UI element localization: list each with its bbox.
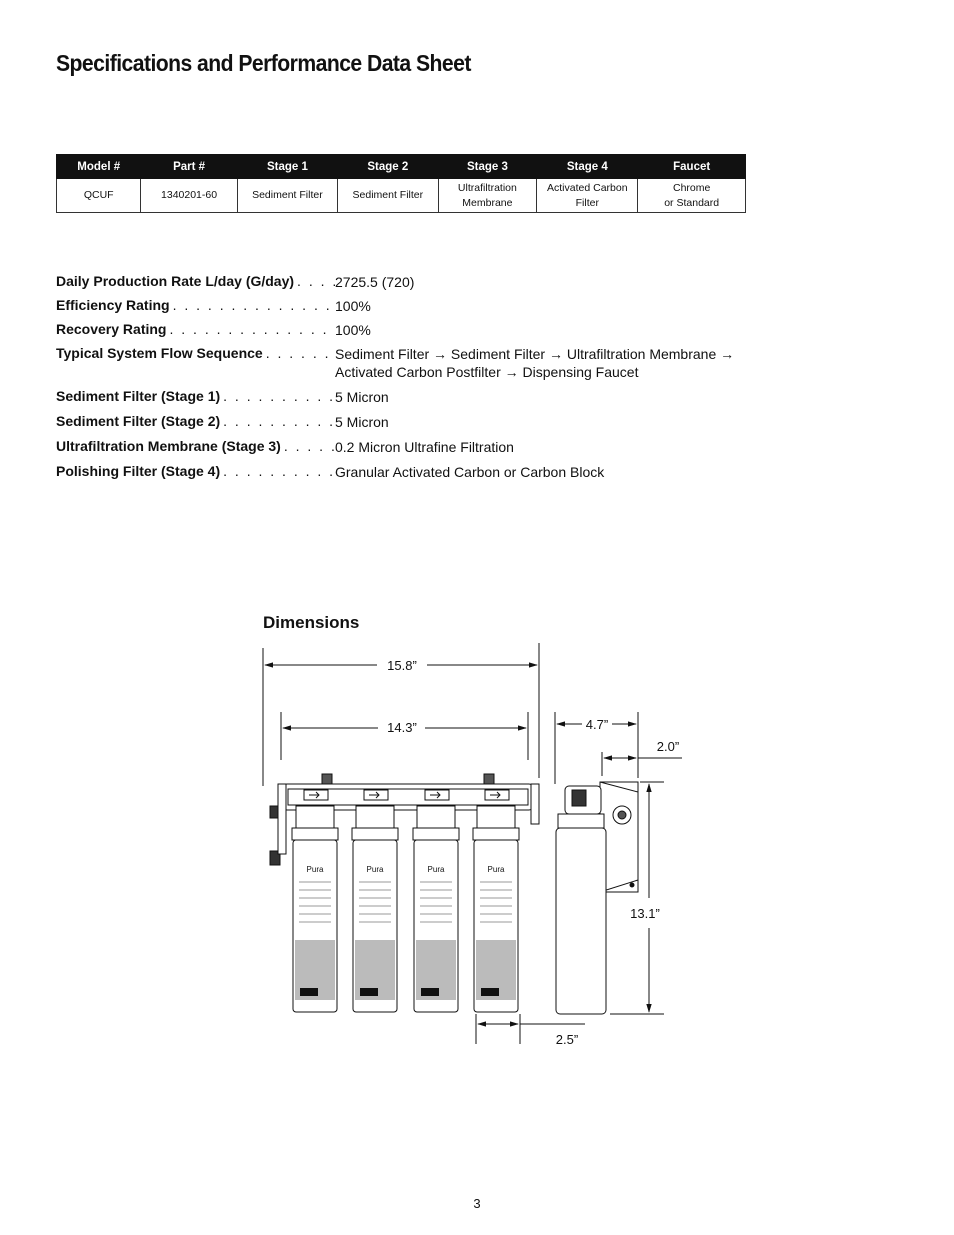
spec-value: 5 Micron [335, 389, 389, 405]
filter-cartridge-3 [413, 790, 459, 1012]
header-stage-1: Stage 1 [237, 155, 337, 179]
brand-label: Pura [366, 865, 384, 874]
stage-4-line-2: Filter [575, 196, 599, 209]
stage-4-line-1: Activated Carbon [547, 181, 628, 194]
header-stage-4: Stage 4 [537, 155, 638, 179]
spec-label: Polishing Filter (Stage 4) [56, 463, 221, 479]
faucet-line-1: Chrome [672, 181, 711, 194]
overall-width-label: 15.8” [387, 658, 417, 673]
filter-cartridge-1 [292, 790, 338, 1012]
spec-label: Typical System Flow Sequence [56, 345, 263, 361]
spec-label: Sediment Filter (Stage 2) [56, 413, 221, 429]
spec-value: 0.2 Micron Ultrafine Filtration [335, 439, 514, 455]
brand-label: Pura [306, 865, 324, 874]
header-model: Model # [57, 155, 141, 179]
dimension-filter-span [281, 712, 528, 760]
dimension-side-depth [555, 712, 638, 784]
spec-value: 100% [335, 298, 371, 314]
dimension-overall-width [263, 643, 539, 786]
dimensions-heading: Dimensions [263, 613, 360, 632]
brand-label: Pura [487, 865, 505, 874]
header-stage-2: Stage 2 [338, 155, 438, 179]
spec-value-continued: Activated Carbon Postfilter → Dispensing Faucet [335, 364, 639, 380]
brand-label: Pura [427, 865, 445, 874]
spec-label: Recovery Rating [56, 321, 167, 337]
cell-stage-2: Sediment Filter [338, 179, 438, 213]
spec-value: 100% [335, 322, 371, 338]
faucet-line-2: or Standard [664, 196, 720, 209]
spec-label: Sediment Filter (Stage 1) [56, 388, 221, 404]
header-part: Part # [141, 155, 237, 179]
filter-span-label: 14.3” [387, 720, 417, 735]
bracket-depth-label: 2.0” [656, 739, 680, 754]
stage-3-line-1: Ultrafiltration [457, 181, 517, 194]
height-label: 13.1” [630, 906, 660, 921]
header-stage-3: Stage 3 [438, 155, 537, 179]
spec-value: 2725.5 (720) [335, 274, 415, 290]
spec-value: Sediment Filter → Sediment Filter → Ultrafiltration Membrane → [335, 346, 735, 362]
system-front-view [270, 774, 539, 1012]
filter-diameter-label: 2.5” [555, 1032, 579, 1047]
dimension-bracket-depth [602, 739, 682, 776]
filter-cartridge-4 [473, 790, 519, 1012]
spec-value: 5 Micron [335, 414, 389, 430]
system-side-view [556, 782, 638, 1014]
side-depth-label: 4.7” [585, 717, 609, 732]
page-title: Specifications and Performance Data Sheet [56, 50, 471, 76]
spec-label: Efficiency Rating [56, 297, 170, 313]
cell-model: QCUF [57, 179, 141, 213]
spec-value: Granular Activated Carbon or Carbon Block [335, 464, 605, 480]
cell-stage-1: Sediment Filter [237, 179, 337, 213]
header-faucet: Faucet [638, 155, 746, 179]
page-number: 3 [473, 1196, 481, 1211]
spec-label: Daily Production Rate L/day (G/day) [56, 273, 295, 289]
cell-part: 1340201-60 [141, 179, 237, 213]
stage-3-line-2: Membrane [462, 196, 513, 209]
spec-label: Ultrafiltration Membrane (Stage 3) [56, 438, 281, 454]
dimension-filter-diameter [476, 1014, 585, 1047]
filter-cartridge-2 [352, 790, 398, 1012]
